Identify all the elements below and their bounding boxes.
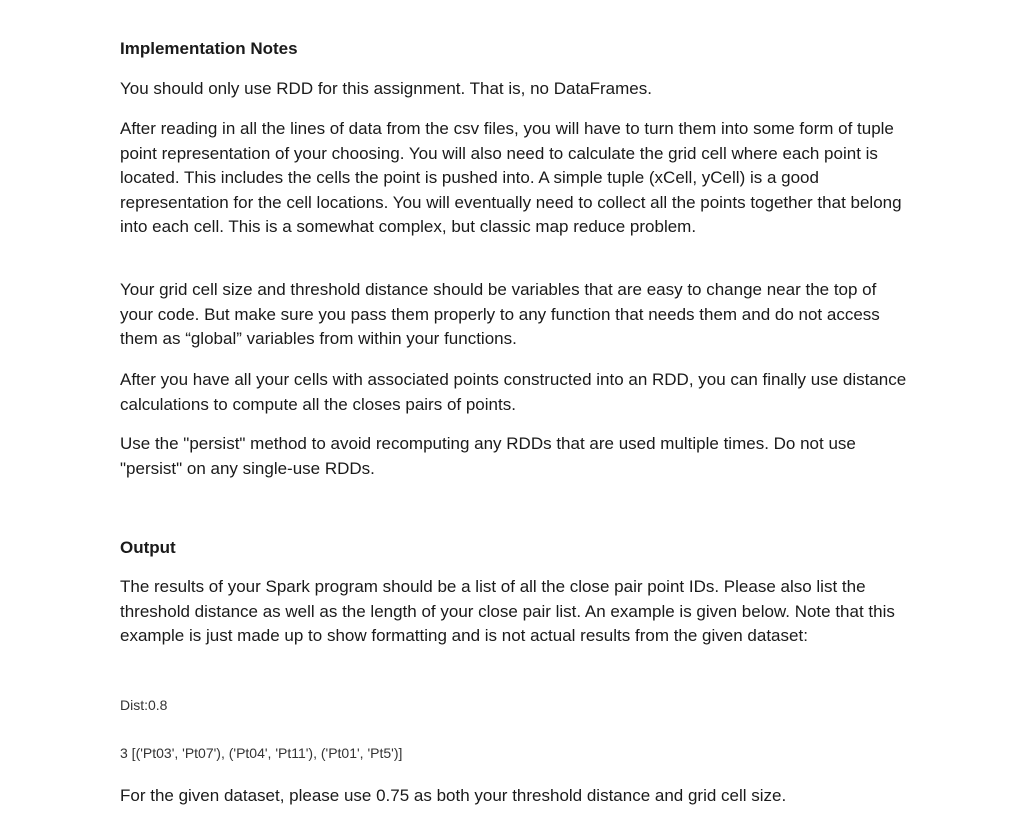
output-heading: Output <box>120 538 176 557</box>
persist-paragraph: Use the "persist" method to avoid recomputing any RDDs that are used multiple times. Do not use "persist" on any single-use RDDs. <box>120 434 856 478</box>
grid-variables-paragraph: Your grid cell size and threshold distance should be variables that are easy to change near the top of your code. But make sure you pass them properly to any function that needs them and do not access them as “global” variables from within your functions. <box>120 280 880 348</box>
sample-dist-line: Dist:0.8 <box>120 697 168 713</box>
distance-calc-paragraph: After you have all your cells with associated points constructed into an RDD, you can finally use distance calculations to compute all the closes pairs of points. <box>120 370 907 414</box>
rdd-only-paragraph: You should only use RDD for this assignment. That is, no DataFrames. <box>120 79 652 98</box>
closing-paragraph: For the given dataset, please use 0.75 as both your threshold distance and grid cell size. <box>120 786 787 805</box>
implementation-notes-heading: Implementation Notes <box>120 39 298 58</box>
output-intro-paragraph: The results of your Spark program should be a list of all the close pair point IDs. Please also list the threshold distance as well as the length of your close pair list. An example is given below. Note that this example is just made up to show formatting and is not actual results from the given dataset: <box>120 577 895 645</box>
sample-pairs-line: 3 [('Pt03', 'Pt07'), ('Pt04', 'Pt11'), ('Pt01', 'Pt5')] <box>120 745 403 761</box>
tuple-representation-paragraph: After reading in all the lines of data from the csv files, you will have to turn them into some form of tuple point representation of your choosing. You will also need to calculate the grid cell where each point is located. This includes the cells the point is pushed into. A simple tuple (xCell, yCell) is a good representation for the cell locations. You will eventually need to collect all the points together that belong into each cell. This is a somewhat complex, but classic map reduce problem. <box>120 119 902 236</box>
